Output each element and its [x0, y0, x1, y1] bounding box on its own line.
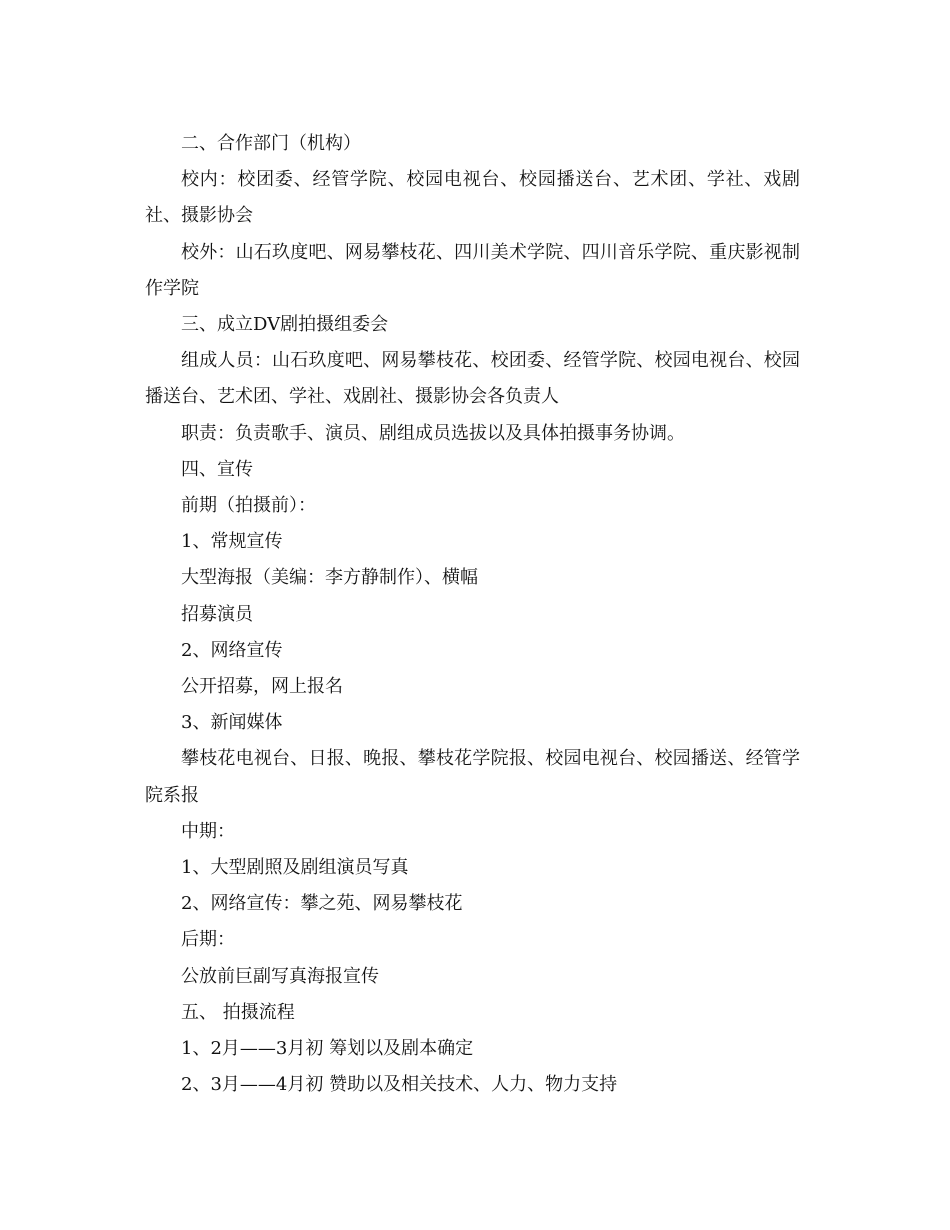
list-item: 2、3月——4月初 赞助以及相关技术、人力、物力支持: [181, 1074, 618, 1096]
list-item: 2、网络宣传: [181, 639, 283, 661]
heading-committee: 三、成立DV剧拍摄组委会: [181, 314, 389, 336]
paragraph-members: 组成人员：山石玖度吧、网易攀枝花、校团委、经管学院、校园电视台、校园播送台、艺术团、学社、戏剧社、摄影协会各负责人: [145, 350, 800, 408]
list-item: 公开招募，网上报名: [181, 676, 343, 698]
document-body: [145, 126, 800, 1103]
subheading-late-stage: 后期：: [181, 929, 235, 951]
list-item: 公放前巨副写真海报宣传: [181, 965, 379, 987]
list-item: 大型海报（美编：李方静制作）、横幅: [181, 567, 478, 589]
paragraph-internal-partners: 校内：校团委、经管学院、校园电视台、校园播送台、艺术团、学社、戏剧社、摄影协会: [145, 169, 800, 227]
list-item: 1、大型剧照及剧组演员写真: [181, 857, 409, 879]
list-item: 1、2月——3月初 筹划以及剧本确定: [181, 1038, 474, 1060]
list-item: 招募演员: [181, 603, 253, 625]
heading-shooting-process: 五、 拍摄流程: [181, 1001, 295, 1023]
heading-publicity: 四、宣传: [181, 458, 253, 480]
list-item: 3、新闻媒体: [181, 712, 283, 734]
heading-cooperation: 二、合作部门（机构）: [181, 133, 361, 154]
subheading-early-stage: 前期（拍摄前）：: [181, 495, 316, 517]
list-item: 1、常规宣传: [181, 531, 283, 553]
list-item: 2、网络宣传：攀之苑、网易攀枝花: [181, 893, 463, 915]
paragraph-media-list: 攀枝花电视台、日报、晚报、攀枝花学院报、校园电视台、校园播送、经管学院系报: [145, 748, 800, 806]
subheading-mid-stage: 中期：: [181, 820, 235, 842]
paragraph-duties: 职责：负责歌手、演员、剧组成员选拔以及具体拍摄事务协调。: [181, 422, 685, 444]
paragraph-external-partners: 校外：山石玖度吧、网易攀枝花、四川美术学院、四川音乐学院、重庆影视制作学院: [145, 241, 800, 299]
